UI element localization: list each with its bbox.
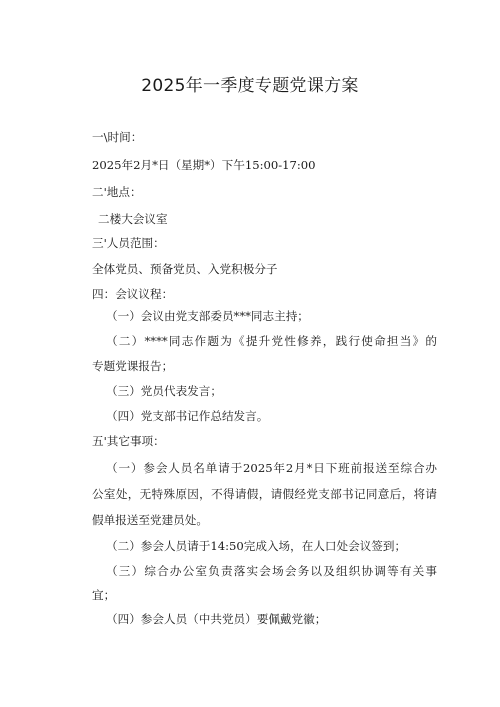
section-heading-time: 一\时间： bbox=[92, 130, 143, 144]
other-item-2: （二）参会人员请于14:50完成入场，在人口处会议签到； bbox=[106, 539, 407, 553]
other-item-1-line-2: 公室处，无特殊原因，不得请假，请假经党支部书记同意后，将请 bbox=[92, 487, 437, 501]
section-heading-location: 二'地点： bbox=[92, 185, 142, 199]
document-title: 2025年一季度专题党课方案 bbox=[141, 76, 359, 96]
time-value: 2025年2月*日（星期*）下午15:00-17:00 bbox=[92, 158, 316, 172]
section-heading-other-matters: 五'其它事项： bbox=[92, 434, 165, 448]
agenda-item-2-continued: 专题党课报告； bbox=[92, 359, 174, 373]
section-heading-agenda: 四：会议议程： bbox=[92, 287, 174, 301]
agenda-item-3: （三）党员代表发言； bbox=[106, 384, 222, 398]
agenda-item-2: （二）****同志作题为《提升党性修养，践行使命担当》的 bbox=[106, 334, 437, 348]
agenda-item-1: （一）会议由党支部委员***同志主持； bbox=[106, 309, 309, 323]
other-item-4: （四）参会人员（中共党员）要佩戴党徽； bbox=[106, 612, 327, 626]
attendees-value: 全体党员、预备党员、入党积极分子 bbox=[92, 262, 278, 276]
other-item-3: （三）综合办公室负责落实会场会务以及组织协调等有关事 bbox=[106, 564, 437, 578]
location-value: 二楼大会议室 bbox=[98, 212, 168, 226]
agenda-item-4: （四）党支部书记作总结发言。 bbox=[106, 409, 269, 423]
other-item-1: （一）参会人员名单请于2025年2月*日下班前报送至综合办 bbox=[106, 461, 437, 475]
other-item-3-continued: 宜； bbox=[92, 588, 116, 602]
other-item-1-line-3: 假单报送至党建员处。 bbox=[92, 513, 208, 527]
section-heading-attendees: 三'人员范围： bbox=[92, 236, 165, 250]
